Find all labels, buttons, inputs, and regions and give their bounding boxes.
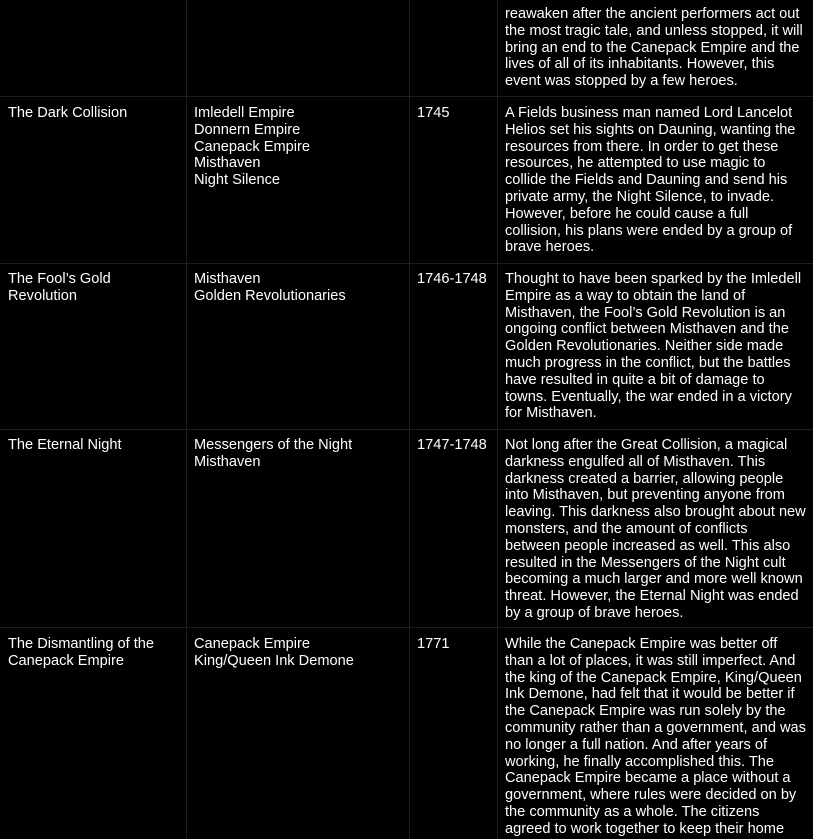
party-name: Night Silence bbox=[194, 172, 280, 189]
event-parties bbox=[194, 636, 406, 670]
party-name: Donnern Empire bbox=[194, 121, 301, 138]
column-divider bbox=[186, 0, 187, 839]
party-name: Canepack Empire bbox=[194, 138, 310, 155]
party-name: Misthaven bbox=[194, 271, 261, 287]
event-years: 1747-1748 bbox=[417, 437, 487, 453]
party-name: Messengers of the Night bbox=[194, 437, 353, 453]
row-divider bbox=[0, 96, 813, 97]
event-description: reawaken after the ancient performers act out the most tragic tale, and unless stopped, it will bring an end to the Canepack Empire and the lives of all of its inhabitants. However, this event was stopped by a few heroes. bbox=[505, 6, 803, 90]
party-name: Imledell Empire bbox=[194, 105, 295, 121]
party-name: Misthaven bbox=[194, 155, 261, 172]
event-name: The Dark Collision bbox=[8, 105, 128, 121]
event-years: 1745 bbox=[417, 105, 450, 121]
event-years: 1771 bbox=[417, 636, 450, 652]
event-parties bbox=[194, 437, 406, 471]
event-description: Thought to have been sparked by the Imledell Empire as a way to obtain the land of Misthaven, the Fool’s Gold Revolution is an ongoing conflict between Misthaven and the Golden Revolutionaries. Neither side made much progress in the conflict, but the battles have resulted in quite a bit of damage to towns. Eventually, the war ended in a victory for Misthaven. bbox=[505, 271, 802, 422]
event-description: A Fields business man named Lord Lancelot Helios set his sights on Dauning, wanting the resources from there. In order to get these resources, he attempted to use magic to collide the Fields and Dauning and send his private army, the Night Silence, to invade. However, before he could cause a full collision, his plans were ended by a group of brave heroes. bbox=[505, 105, 796, 256]
party-name: Misthaven bbox=[194, 453, 261, 470]
event-years: 1746-1748 bbox=[417, 271, 487, 287]
party-name: Golden Revolutionaries bbox=[194, 287, 346, 304]
row-divider bbox=[0, 429, 813, 430]
event-name: The Fool’s Gold Revolution bbox=[8, 271, 111, 304]
row-divider bbox=[0, 627, 813, 628]
event-name: The Dismantling of the Canepack Empire bbox=[8, 636, 155, 669]
party-name: King/Queen Ink Demone bbox=[194, 652, 354, 669]
event-parties bbox=[194, 105, 406, 189]
event-description: While the Canepack Empire was better off than a lot of places, it was still imperfect. And the king of the Canepack Empire, King/Queen Ink Demone, had felt that it would be better if the Canepack Empire was run solely by the community rather than a government, and was no longer a full nation. And after years of working, he finally accomplished this. The Canepack Empire became a place without a government, where rules were decided on by the community as a whole. The citizens agreed to work together to keep their home bbox=[505, 636, 806, 837]
column-divider bbox=[409, 0, 410, 839]
event-name: The Eternal Night bbox=[8, 437, 122, 453]
event-description: Not long after the Great Collision, a magical darkness engulfed all of Misthaven. This darkness created a barrier, allowing people into Misthaven, but preventing anyone from leaving. This darkness also brought about new monsters, and the amount of conflicts between people increased as well. This also resulted in the Messengers of the Night cult becoming a much larger and more well known threat. However, the Eternal Night was ended by a group of brave heroes. bbox=[505, 437, 806, 621]
event-parties bbox=[194, 271, 406, 305]
column-divider bbox=[497, 0, 498, 839]
row-divider bbox=[0, 263, 813, 264]
party-name: Canepack Empire bbox=[194, 636, 310, 652]
